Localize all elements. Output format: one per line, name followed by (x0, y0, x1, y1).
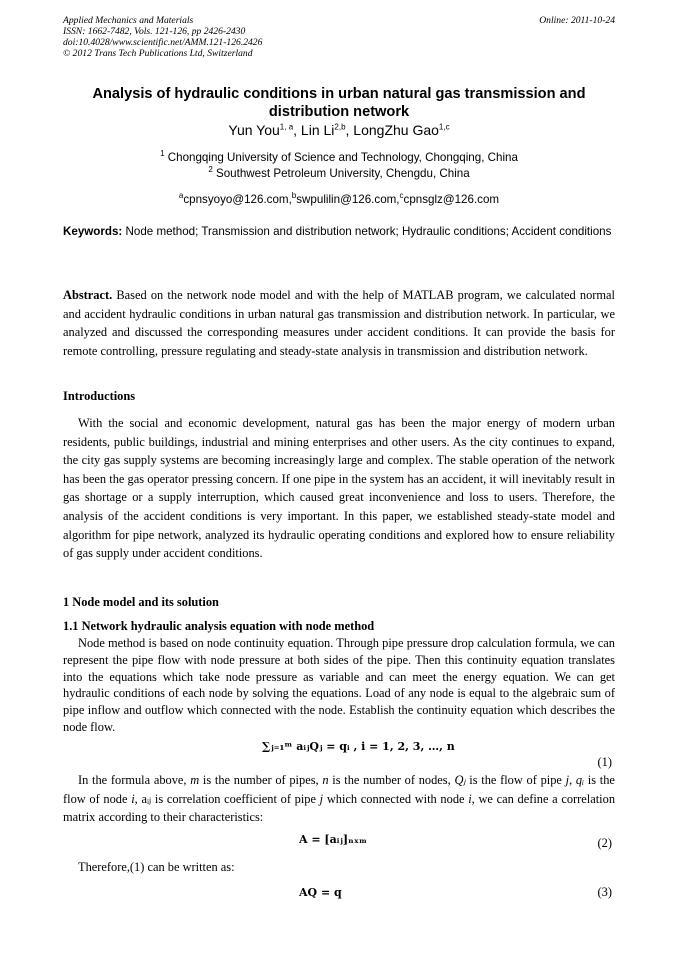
email: swpulilin@126.com, (296, 193, 400, 206)
author-sup: 1, a (279, 122, 294, 132)
email-sup: c (399, 191, 404, 201)
var: j (319, 791, 324, 806)
equation-2: A = [aᵢⱼ]ₙₓₘ (299, 833, 367, 846)
doi: doi:10.4028/www.scientific.net/AMM.121-126.2426 (63, 37, 263, 48)
email-line (63, 193, 615, 207)
keywords (63, 223, 615, 242)
equation-number: (3) (597, 885, 612, 899)
equation-number: (1) (597, 755, 612, 769)
journal-header (63, 15, 615, 59)
var: m (190, 773, 200, 787)
equation-3: AQ = q (299, 886, 342, 899)
intro-text: With the social and economic development, natural gas has been the major energy of modern urban residents, public buildings, industrial and mining enterprises and other users. As the city continues to expand, the city gas supply systems are becoming increasingly large and complex. The stable operation of the network has been the gas operator pressing concern. If one pipe in the system has an accident, it will inevitably result in gas shortage or a supply interruption, which caused great inconvenience and loss to users. Therefore, the analysis of the accident conditions is very important. In this paper, we established steady-state model and algorithm for pipe network, analyzed its hydraulic operating conditions and explored how to ensure reliability of gas supply under accident conditions. (63, 416, 615, 561)
author-sup: 1,c (438, 122, 450, 132)
author-name: Yun You (228, 122, 280, 138)
var: i, (131, 791, 138, 806)
online-date: Online: 2011-10-24 (539, 15, 615, 26)
keywords-label: Keywords: (63, 225, 123, 238)
abstract-label: Abstract. (63, 288, 113, 302)
abstract-text: Based on the network node model and with the help of MATLAB program, we calculated normal and accident hydraulic conditions in urban natural gas transmission and distribution network. In particular, we analyzed and discussed the corresponding measures under accident conditions. It can provide the basis for remote controlling, pressure regulating and steady-state analysis in transmission and distribution network. (63, 288, 615, 358)
equation-number: (2) (597, 836, 612, 850)
paper-title: Analysis of hydraulic conditions in urban natural gas transmission and distribution network (92, 86, 586, 120)
email-sup: b (291, 191, 297, 201)
author-sup: 2,b (334, 122, 346, 132)
email: cpnsyoyo@126.com, (183, 193, 292, 206)
journal-name: Applied Mechanics and Materials (63, 15, 194, 26)
text: is the flow of node (63, 773, 615, 806)
subsection-heading: 1.1 Network hydraulic analysis equation with node method (63, 619, 375, 633)
email: cpnsglz@126.com (403, 193, 500, 206)
author-name: LongZhu Gao (353, 122, 439, 138)
equation-1: ∑ⱼ₌₁ᵐ aᵢⱼQⱼ = qᵢ , i = 1, 2, 3, …, n (262, 740, 455, 753)
abstract (63, 286, 615, 360)
aff-sup: 2 (208, 165, 213, 175)
text: In the formula above, (78, 773, 187, 787)
author-list: Yun You$^{1, a}$, Lin Li$^{2,b}$, LongZhu Gao$^{1,c}$ (228, 122, 450, 138)
email-sup: a (178, 191, 184, 201)
keywords-text: Node method; Transmission and distribution network; Hydraulic conditions; Accident conditions (125, 225, 612, 238)
var: i, (468, 791, 475, 806)
aff-text: Southwest Petroleum University, Chengdu, China (216, 167, 470, 180)
var: n (322, 773, 329, 787)
var: Qⱼ (454, 773, 466, 787)
copyright: © 2012 Trans Tech Publications Ltd, Switzerland (63, 48, 253, 59)
affiliation-1 (63, 151, 615, 165)
aff-sup: 1 (160, 149, 165, 159)
var: aᵢⱼ (141, 791, 152, 806)
text: is correlation coefficient of pipe (154, 791, 316, 806)
text: we can define a correlation matrix according to their characteristics: (63, 791, 616, 825)
section-heading: 1 Node model and its solution (63, 595, 219, 609)
text: which connected with node (326, 791, 465, 806)
issn: ISSN: 1662-7482, Vols. 121-126, pp 2426-2430 (63, 26, 246, 37)
author-name: Lin Li (300, 122, 335, 138)
affiliation-2 (63, 167, 615, 181)
therefore-text: Therefore,(1) can be written as: (78, 860, 235, 874)
intro-heading: Introductions (63, 389, 136, 403)
text: is the flow of pipe (469, 773, 562, 787)
aff-text: Chongqing University of Science and Technology, Chongqing, China (167, 151, 518, 164)
section-text: Node method is based on node continuity equation. Through pipe pressure drop calculation formula, we can represent the pipe flow with node pressure at both sides of the pipe. Then this continuity equation translates into the equations which take node pressure as variable and can meet the energy equation. We can get hydraulic conditions of each node by solving the equations. Load of any node is equal to the algebraic sum of pipe inflow and outflow which connected with the node. Establish the continuity equation which describes the node flow. (63, 636, 615, 734)
text: is the number of pipes, (202, 773, 319, 787)
text: is the number of nodes, (332, 773, 451, 787)
formula-explanation (63, 771, 615, 827)
var: qᵢ (575, 773, 585, 787)
var: j, (565, 773, 573, 787)
